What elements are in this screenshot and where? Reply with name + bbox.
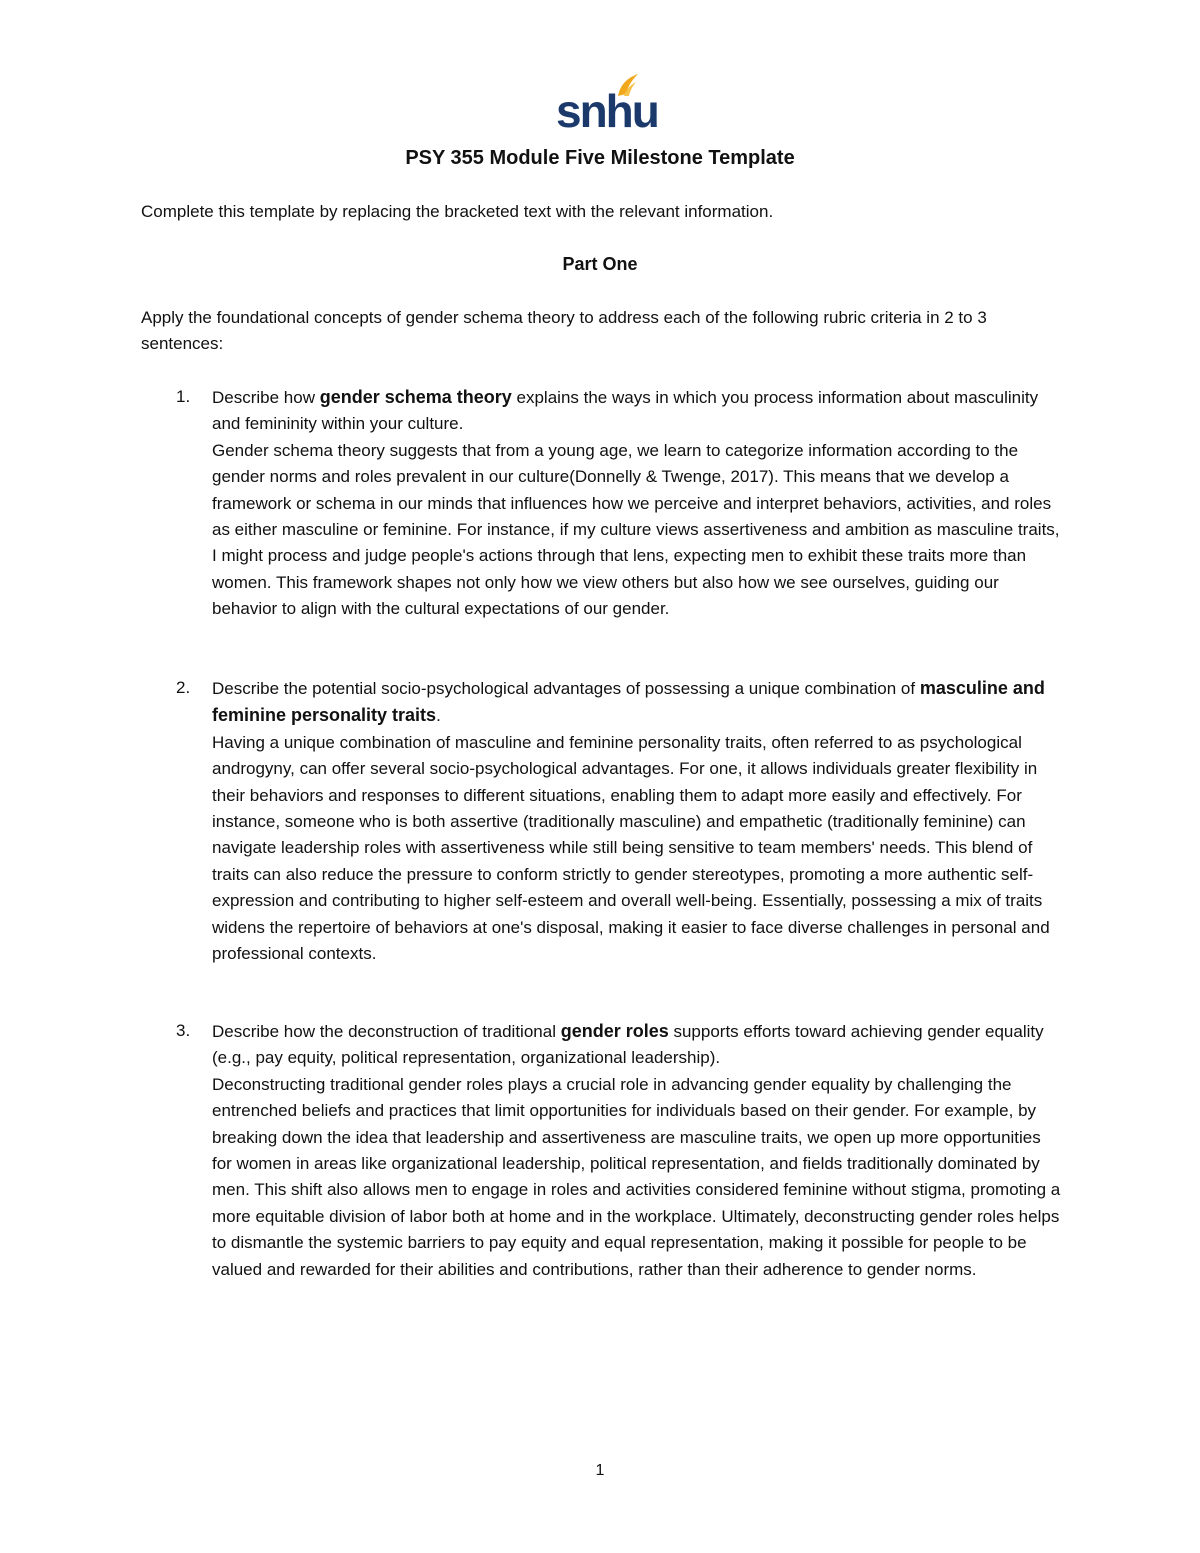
logo-wordmark: snhu: [556, 85, 658, 137]
list-number: 3.: [176, 1021, 191, 1040]
document-title: PSY 355 Module Five Milestone Template: [405, 147, 795, 169]
part-heading: Part One: [562, 254, 638, 274]
prompt-keyword: gender schema theory: [319, 387, 512, 407]
list-number: 1.: [176, 387, 191, 406]
snhu-logo: [556, 72, 658, 137]
prompt-keyword: gender roles: [560, 1021, 669, 1041]
prompt-keyword: masculine and feminine personality traits: [212, 678, 1045, 726]
list-item-body: [212, 675, 1062, 967]
item-prompt: Describe how gender schema theory explains the ways in which you process information about masculinity and femininity within your culture.: [212, 387, 1039, 434]
item-answer: Gender schema theory suggests that from a young age, we learn to categorize information according to the gender norms and roles prevalent in our culture(Donnelly & Twenge, 2017). This means that we develop a framework or schema in our minds that influences how we perceive and interpret behaviors, activities, and roles as either masculine or feminine. For instance, if my culture views assertiveness and ambition as masculine traits, I might process and judge people's actions through that lens, expecting men to exhibit these traits more than women. This framework shapes not only how we view others but also how we see ourselves, guiding our behavior to align with the cultural expectations of our gender.: [212, 440, 1060, 619]
intro-paragraph: Apply the foundational concepts of gender schema theory to address each of the following rubric criteria in 2 to 3 sentences:: [141, 308, 987, 354]
item-prompt: Describe the potential socio-psychological advantages of possessing a unique combination of masculine and feminine personality traits.: [212, 678, 1045, 726]
instruction-text: Complete this template by replacing the bracketed text with the relevant information.: [141, 202, 774, 221]
list-item-body: [212, 1018, 1062, 1283]
list-number: 2.: [176, 678, 191, 697]
item-answer: Having a unique combination of masculine and feminine personality traits, often referred to as psychological androgyny, can offer several socio-psychological advantages. For one, it allows individuals greater flexibility in their behaviors and responses to different situations, enabling them to adapt more easily and effectively. For instance, someone who is both assertive (traditionally masculine) and empathetic (traditionally feminine) can navigate leadership roles with assertiveness while still being sensitive to team members' needs. This blend of traits can also reduce the pressure to conform strictly to gender stereotypes, promoting a more authentic self-expression and contributing to higher self-esteem and overall well-being. Essentially, possessing a mix of traits widens the repertoire of behaviors at one's disposal, making it easier to face diverse challenges in personal and professional contexts.: [212, 732, 1050, 964]
item-prompt: Describe how the deconstruction of traditional gender roles supports efforts toward achieving gender equality (e.g., pay equity, political representation, organizational leadership).: [212, 1021, 1044, 1068]
list-item-body: [212, 384, 1062, 623]
item-answer: Deconstructing traditional gender roles plays a crucial role in advancing gender equality by challenging the entrenched beliefs and practices that limit opportunities for individuals based on their gender. For example, by breaking down the idea that leadership and assertiveness are masculine traits, we open up more opportunities for women in areas like organizational leadership, political representation, and fields traditionally dominated by men. This shift also allows men to engage in roles and activities considered feminine without stigma, promoting a more equitable division of labor both at home and in the workplace. Ultimately, deconstructing gender roles helps to dismantle the systemic barriers to pay equity and equal representation, making it possible for people to be valued and rewarded for their abilities and contributions, rather than their adherence to gender norms.: [212, 1074, 1061, 1279]
page-number: 1: [595, 1462, 605, 1479]
